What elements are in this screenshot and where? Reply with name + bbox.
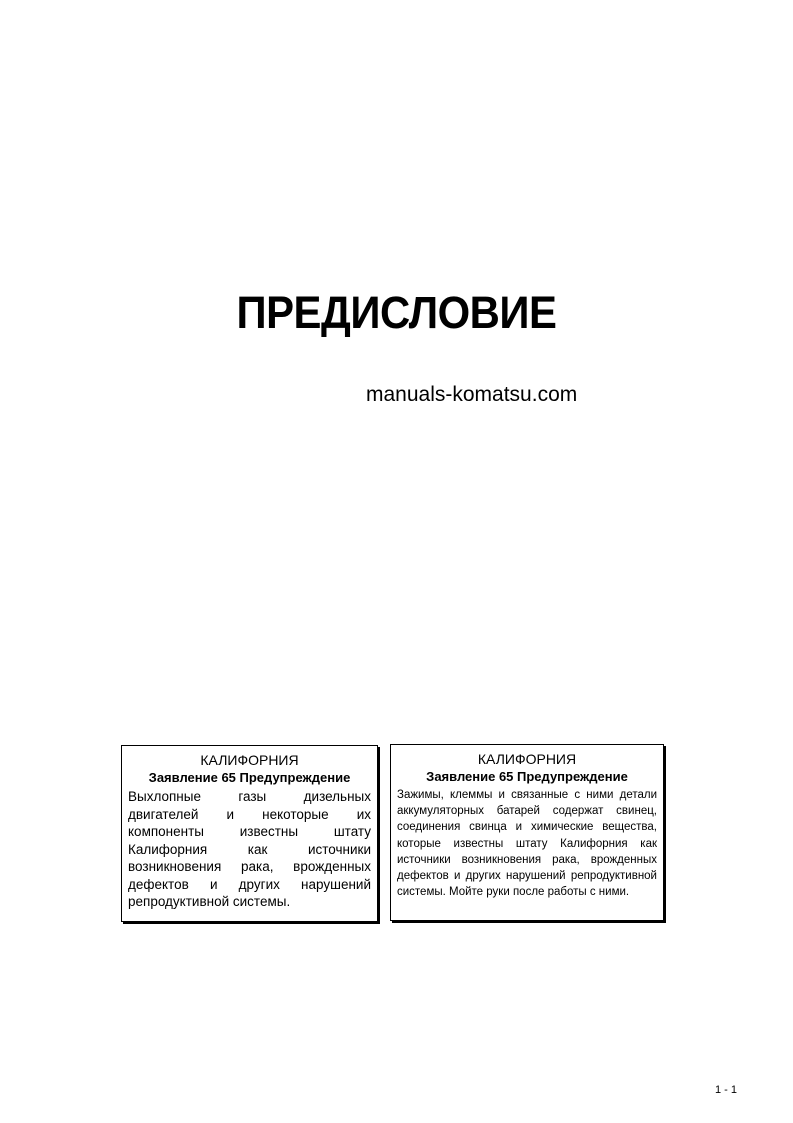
page-title: ПРЕДИСЛОВИЕ bbox=[236, 287, 557, 338]
page-number: 1 - 1 bbox=[715, 1084, 738, 1096]
site-link[interactable]: manuals-komatsu.com bbox=[366, 383, 578, 406]
warning-box-diesel-exhaust bbox=[121, 745, 378, 922]
warning-heading: КАЛИФОРНИЯ bbox=[477, 751, 577, 767]
warning-box-battery-lead bbox=[390, 744, 664, 921]
warning-body: Зажимы, клеммы и связанные с ними детали аккумуляторных батарей содержат свинец, соединения свинца и химические вещества, которые известны штату Калифорния как источники возникновения рака, врожденных дефектов и других нарушений репродуктивной системы. Мойте руки после работы с ними. bbox=[397, 789, 657, 899]
warning-subheading: Заявление 65 Предупреждение bbox=[148, 770, 351, 785]
warning-body: Выхлопные газы дизельных двигателей и некоторые их компоненты известны штату Калифорния как источники возникновения рака, врожденных дефектов и других нарушений репродуктивной системы. bbox=[128, 789, 371, 909]
warning-subheading: Заявление 65 Предупреждение bbox=[426, 769, 628, 784]
warning-heading: КАЛИФОРНИЯ bbox=[200, 752, 299, 768]
